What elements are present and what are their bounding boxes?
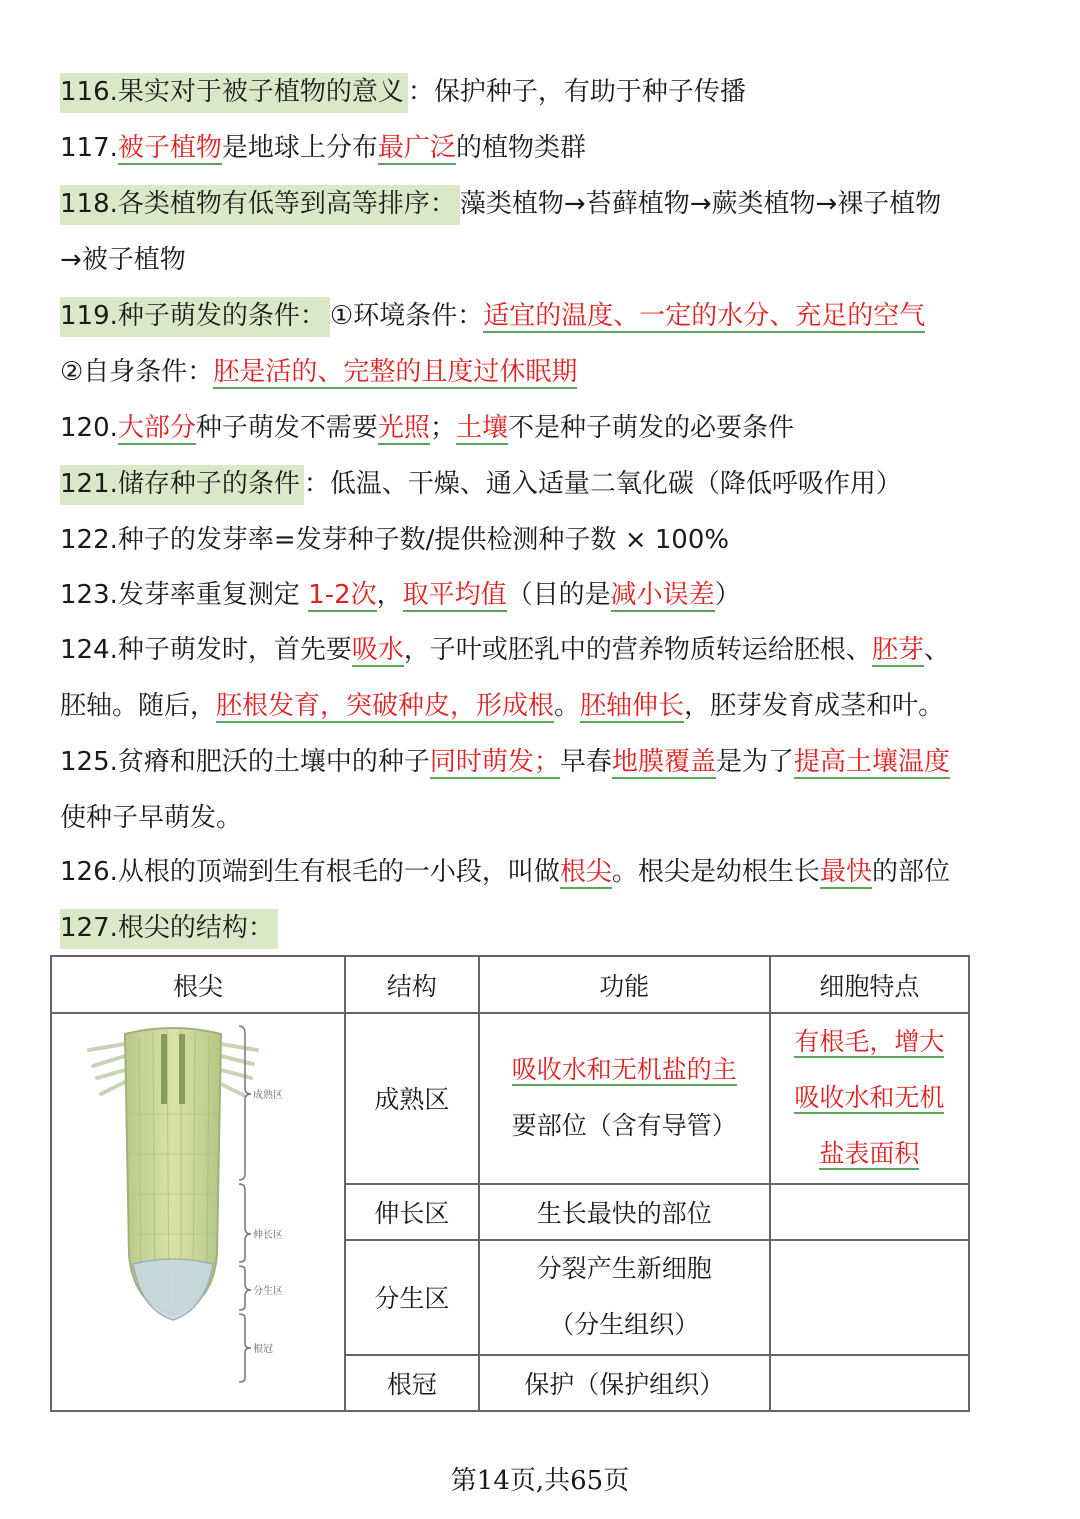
line-122: 122.种子的发芽率=发芽种子数/提供检测种子数 × 100%	[60, 525, 730, 555]
table-row	[51, 1013, 969, 1184]
diagram-label-mature: 成熟区	[252, 1090, 283, 1101]
line-119: 119.种子萌发的条件： ①环境条件：适宜的温度、一定的水分、充足的空气	[60, 296, 925, 336]
line-119-cont: ②自身条件：胚是活的、完整的且度过休眠期	[60, 357, 578, 387]
cell-features-mature: 有根毛，增大 吸收水和无机 盐表面积	[770, 1013, 969, 1184]
root-tip-diagram-cell	[51, 1013, 345, 1411]
line-117: 117.被子植物是地球上分布最广泛的植物类群	[60, 133, 586, 163]
diagram-label-elongation: 伸长区	[252, 1230, 283, 1241]
structure-cap: 根冠	[345, 1355, 479, 1411]
line-121: 121.储存种子的条件 ：低温、干燥、通入适量二氧化碳（降低呼吸作用）	[60, 464, 902, 504]
table-header-row	[51, 956, 969, 1013]
line-127	[60, 908, 278, 948]
diagram-label-meristem: 分生区	[252, 1286, 283, 1297]
heading-121: 121.储存种子的条件	[60, 465, 304, 505]
line-126: 126.从根的顶端到生有根毛的一小段，叫做根尖。根尖是幼根生长最快的部位	[60, 857, 950, 887]
cell-features-meristem	[770, 1240, 969, 1355]
structure-mature: 成熟区	[345, 1013, 479, 1184]
structure-meristem: 分生区	[345, 1240, 479, 1355]
function-mature: 吸收水和无机盐的主 要部位（含有导管）	[479, 1013, 770, 1184]
function-cap: 保护（保护组织）	[479, 1355, 770, 1411]
root-tip-diagram	[53, 1014, 343, 1404]
page-footer: 第14页,共65页	[450, 1466, 630, 1496]
line-123: 123.发芽率重复测定 1-2次，取平均值（目的是减小误差）	[60, 580, 741, 610]
heading-119: 119.种子萌发的条件：	[60, 297, 330, 337]
cell-features-elongation	[770, 1184, 969, 1240]
cell-features-cap	[770, 1355, 969, 1411]
line-125: 125.贫瘠和肥沃的土壤中的种子同时萌发；早春地膜覆盖是为了提高土壤温度	[60, 747, 950, 777]
structure-elongation: 伸长区	[345, 1184, 479, 1240]
line-120: 120.大部分种子萌发不需要光照；土壤不是种子萌发的必要条件	[60, 413, 794, 443]
heading-127: 127.根尖的结构：	[60, 909, 278, 949]
root-tip-table	[50, 955, 970, 1412]
header-structure: 结构	[345, 956, 479, 1013]
line-116: 116.果实对于被子植物的意义 ：保护种子，有助于种子传播	[60, 72, 746, 112]
line-124: 124.种子萌发时，首先要吸水，子叶或胚乳中的营养物质转运给胚根、胚芽、	[60, 635, 950, 665]
line-118-cont: →被子植物	[60, 245, 186, 275]
function-elongation: 生长最快的部位	[479, 1184, 770, 1240]
header-function: 功能	[479, 956, 770, 1013]
function-meristem: 分裂产生新细胞 （分生组织）	[479, 1240, 770, 1355]
line-118: 118.各类植物有低等到高等排序： 藻类植物→苔藓植物→蕨类植物→裸子植物	[60, 184, 941, 224]
heading-116: 116.果实对于被子植物的意义	[60, 73, 408, 113]
header-root-tip: 根尖	[51, 956, 345, 1013]
line-125-cont: 使种子早萌发。	[60, 803, 243, 833]
heading-118: 118.各类植物有低等到高等排序：	[60, 185, 460, 225]
line-124-cont: 胚轴。随后，胚根发育，突破种皮，形成根。胚轴伸长，胚芽发育成茎和叶。	[60, 691, 945, 721]
diagram-label-cap: 根冠	[252, 1344, 273, 1355]
header-cell-features: 细胞特点	[770, 956, 969, 1013]
